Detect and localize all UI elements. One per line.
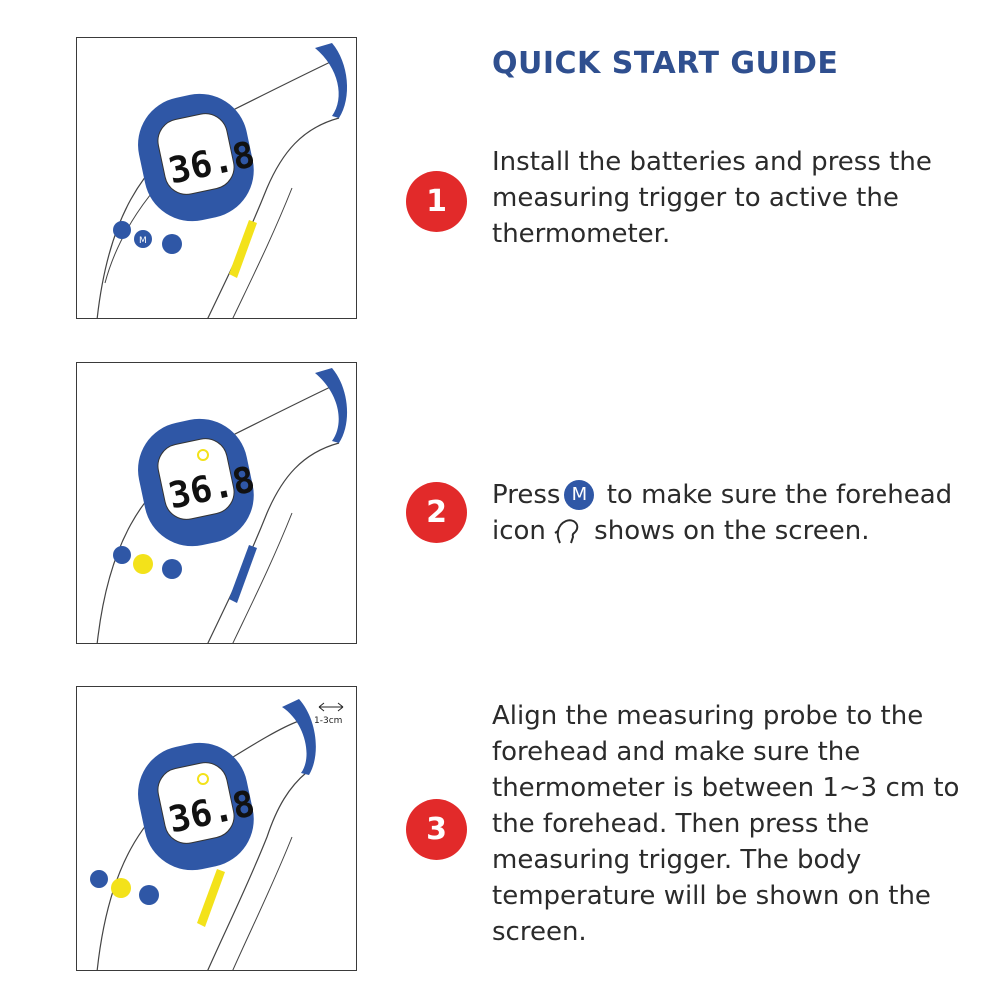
step-1-text: Install the batteries and press the measuring trigger to active the thermometer. — [492, 147, 932, 249]
lcd-reading: 36.8 — [165, 459, 259, 518]
page-title: QUICK START GUIDE — [492, 46, 839, 81]
thermometer-image — [77, 687, 357, 971]
step-2-illustration — [76, 362, 357, 644]
step-2-icon-word: icon — [492, 516, 546, 546]
thermometer-image — [77, 363, 357, 644]
step-3-illustration — [76, 686, 357, 971]
step-2-text — [492, 477, 962, 555]
step-1-illustration — [76, 37, 357, 319]
lcd-reading: 36.8 — [165, 134, 259, 193]
step-3-badge: 3 — [406, 799, 467, 860]
svg-text:M: M — [139, 236, 147, 246]
lcd-reading: 36.8 — [165, 783, 259, 842]
step-2-press: Press — [492, 480, 561, 510]
step-2-after: shows on the screen. — [594, 516, 870, 546]
distance-label: 1-3cm — [314, 716, 343, 726]
step-2-badge: 2 — [406, 482, 467, 543]
step-3-text: Align the measuring probe to the forehead and make sure the thermometer is between 1~3 cm to the forehead. Then press the measuring trigger. The body temperature will be shown on the screen. — [492, 701, 960, 947]
step-2-middle: to make sure the forehead — [606, 480, 953, 510]
step-1-badge: 1 — [406, 171, 467, 232]
forehead-icon — [554, 517, 580, 555]
thermometer-image — [77, 38, 357, 319]
mode-button-icon: M — [564, 480, 594, 510]
